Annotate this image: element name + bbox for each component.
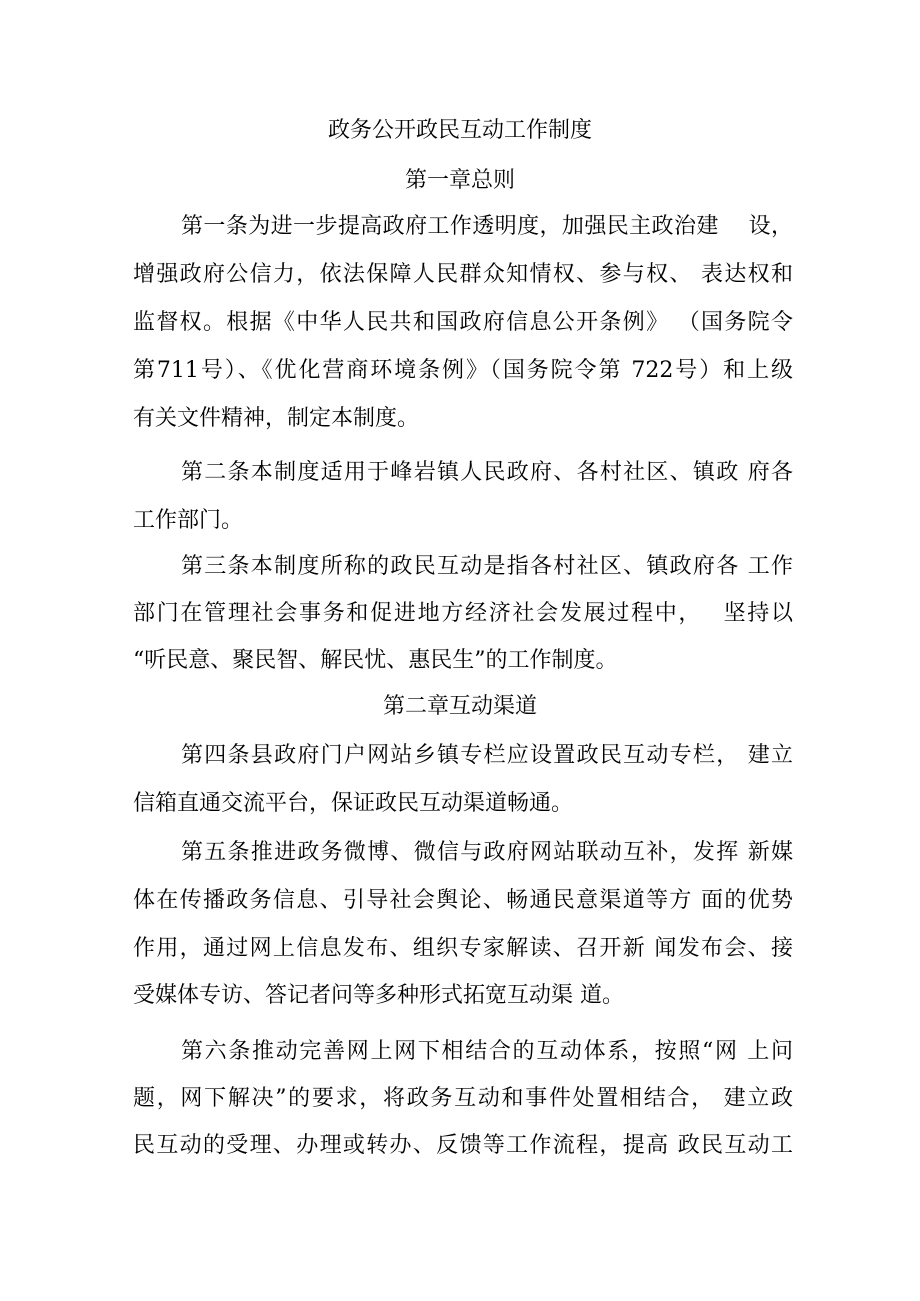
paragraph-line: 第三条本制度所称的政民互动是指各村社区、镇政府各 工作 [181,554,793,579]
paragraph-line: 作用，通过网上信息发布、组织专家解读、召开新 闻发布会、接 [133,936,793,961]
paragraph-line: 第一条为进一步提高政府工作透明度，加强民主政治建 设， [181,214,793,239]
paragraph-line: 有关文件精神，制定本制度。 [133,406,420,431]
paragraph-line: 增强政府公信力，依法保障人民群众知情权、参与权、 表达权和 [133,262,793,287]
paragraph-line: 第六条推动完善网上网下相结合的互动体系，按照“网 上问 [181,1039,793,1064]
paragraph-line: 部门在管理社会事务和促进地方经济社会发展过程中， 坚持以 [133,601,793,626]
paragraph-line: 第二条本制度适用于峰岩镇人民政府、各村社区、镇政 府各 [181,460,793,485]
chapter-heading-2: 第二章互动渠道 [382,694,537,719]
paragraph-line: 第711号）、《优化营商环境条例》（国务院令第 722号）和上级 [133,358,793,383]
paragraph-line: “听民意、聚民智、解民忧、惠民生”的工作制度。 [133,648,618,673]
chapter-heading-1: 第一章总则 [404,168,515,193]
paragraph-line: 第五条推进政务微博、微信与政府网站联动互补，发挥 新媒 [181,840,793,865]
paragraph-line: 工作部门。 [133,508,244,533]
paragraph-line: 受媒体专访、答记者问等多种形式拓宽互动渠 道。 [133,983,624,1008]
paragraph-line: 体在传播政务信息、引导社会舆论、畅通民意渠道等方 面的优势 [133,888,793,913]
document-title: 政务公开政民互动工作制度 [327,118,592,143]
paragraph-line: 监督权。根据《中华人民共和国政府信息公开条例》 （国务院令 [133,310,793,335]
paragraph-line: 民互动的受理、办理或转办、反馈等工作流程，提高 政民互动工 [133,1133,793,1158]
paragraph-line: 第四条县政府门户网站乡镇专栏应设置政民互动专栏， 建立 [181,743,793,768]
paragraph-line: 题，网下解决”的要求，将政务互动和事件处置相结合， 建立政 [133,1086,793,1111]
paragraph-line: 信箱直通交流平台，保证政民互动渠道畅通。 [133,791,574,816]
